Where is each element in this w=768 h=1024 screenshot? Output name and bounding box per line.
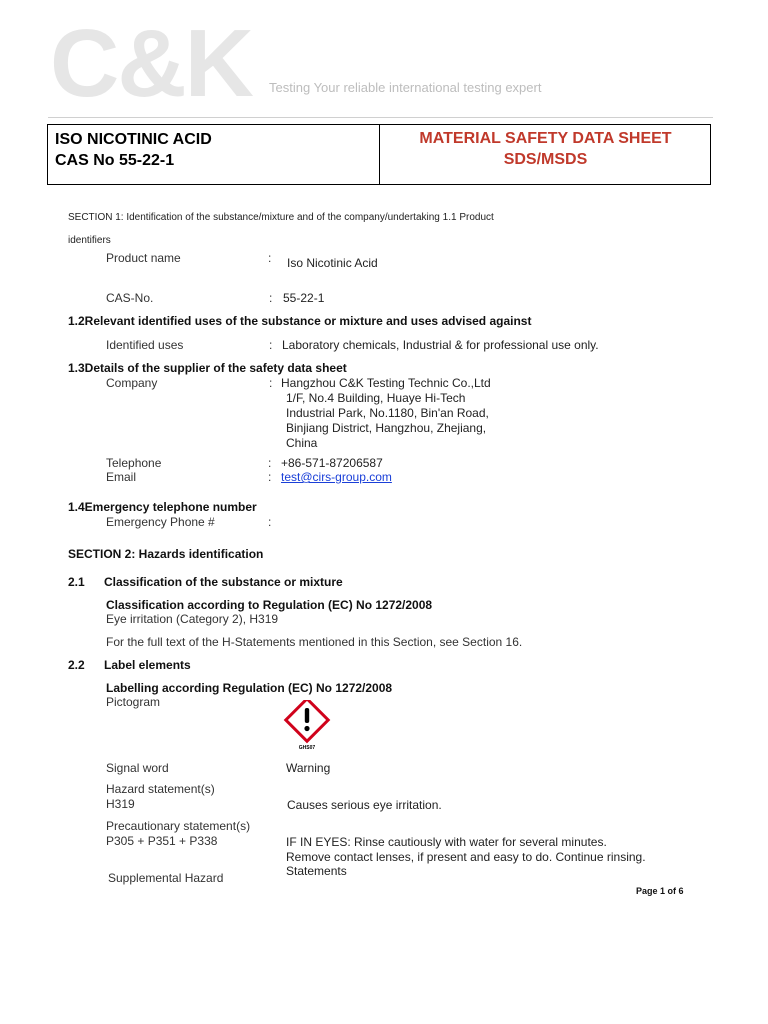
precautionary-code: P305 + P351 + P338 — [106, 834, 218, 848]
cas-label: CAS-No. — [106, 291, 154, 305]
colon: : — [268, 456, 272, 470]
email-label: Email — [106, 470, 137, 484]
tagline: Testing Your reliable international testing expert — [269, 80, 542, 95]
company-line-4: Binjiang District, Hangzhou, Zhejiang, — [286, 421, 487, 435]
colon: : — [268, 470, 272, 484]
labelling-heading: Labelling according Regulation (EC) No 1272/2008 — [106, 681, 393, 695]
section-2-2-title: Label elements — [104, 658, 191, 672]
classification-value: Eye irritation (Category 2), H319 — [106, 612, 279, 626]
company-logo: C&K — [50, 10, 252, 117]
hazard-text: Causes serious eye irritation. — [287, 798, 442, 812]
document-title-line2: SDS/MSDS — [503, 151, 588, 168]
email-link[interactable]: test@cirs-group.com — [281, 470, 392, 484]
colon: : — [268, 251, 272, 265]
classification-heading: Classification according to Regulation (EC) No 1272/2008 — [106, 598, 433, 612]
product-title — [55, 129, 212, 171]
section-2-1-number: 2.1 — [68, 575, 85, 589]
precautionary-label: Precautionary statement(s) — [106, 819, 251, 833]
colon: : — [269, 338, 273, 352]
section-1-4-heading: 1.4Emergency telephone number — [68, 500, 257, 514]
hazard-code: H319 — [106, 797, 135, 811]
document-title-line1: MATERIAL SAFETY DATA SHEET — [419, 130, 672, 147]
company-line-5: China — [286, 436, 318, 450]
precautionary-text-3: Statements — [286, 864, 347, 878]
company-line-1: Hangzhou C&K Testing Technic Co.,Ltd — [281, 376, 491, 390]
section1-heading-cont: identifiers — [68, 235, 111, 246]
section-1-3-heading: 1.3Details of the supplier of the safety data sheet — [68, 361, 347, 375]
precautionary-text-1: IF IN EYES: Rinse cautiously with water for several minutes. — [286, 835, 607, 849]
telephone-label: Telephone — [106, 456, 162, 470]
page-number: Page 1 of 6 — [636, 886, 684, 896]
cas-title: CAS No 55-22-1 — [55, 152, 175, 169]
title-box — [47, 124, 711, 185]
company-label: Company — [106, 376, 158, 390]
company-line-3: Industrial Park, No.1180, Bin'an Road, — [286, 406, 489, 420]
document-title — [380, 128, 711, 170]
signal-word-value: Warning — [286, 761, 331, 775]
hazard-statements-label: Hazard statement(s) — [106, 782, 215, 796]
section-1-2-heading: 1.2Relevant identified uses of the substance or mixture and uses advised against — [68, 314, 532, 328]
full-text-note: For the full text of the H-Statements mentioned in this Section, see Section 16. — [106, 635, 523, 649]
company-line-2: 1/F, No.4 Building, Huaye Hi-Tech — [286, 391, 466, 405]
colon: : — [269, 291, 273, 305]
colon: : — [268, 515, 272, 529]
signal-word-label: Signal word — [106, 761, 169, 775]
pictogram-label: Pictogram — [106, 695, 161, 709]
supplemental-hazard-label: Supplemental Hazard — [108, 871, 224, 885]
emergency-phone-label: Emergency Phone # — [106, 515, 215, 529]
product-name-title: ISO NICOTINIC ACID — [55, 131, 212, 148]
section-2-1-title: Classification of the substance or mixture — [104, 575, 343, 589]
header-divider — [48, 117, 713, 118]
identified-uses-label: Identified uses — [106, 338, 184, 352]
cas-value: 55-22-1 — [283, 291, 325, 305]
exclamation-mark-icon — [283, 700, 331, 752]
telephone-value: +86-571-87206587 — [281, 456, 383, 470]
identified-uses-value: Laboratory chemicals, Industrial & for professional use only. — [282, 338, 599, 352]
colon: : — [269, 376, 273, 390]
section1-heading: SECTION 1: Identification of the substance/mixture and of the company/undertaking 1.1 Product — [68, 212, 494, 223]
pictogram-code: GHS07 — [298, 745, 316, 751]
section-2-2-number: 2.2 — [68, 658, 85, 672]
section2-heading: SECTION 2: Hazards identification — [68, 547, 264, 561]
product-name-value: Iso Nicotinic Acid — [287, 256, 378, 270]
product-name-label: Product name — [106, 251, 181, 265]
precautionary-text-2: Remove contact lenses, if present and easy to do. Continue rinsing. — [286, 850, 646, 864]
